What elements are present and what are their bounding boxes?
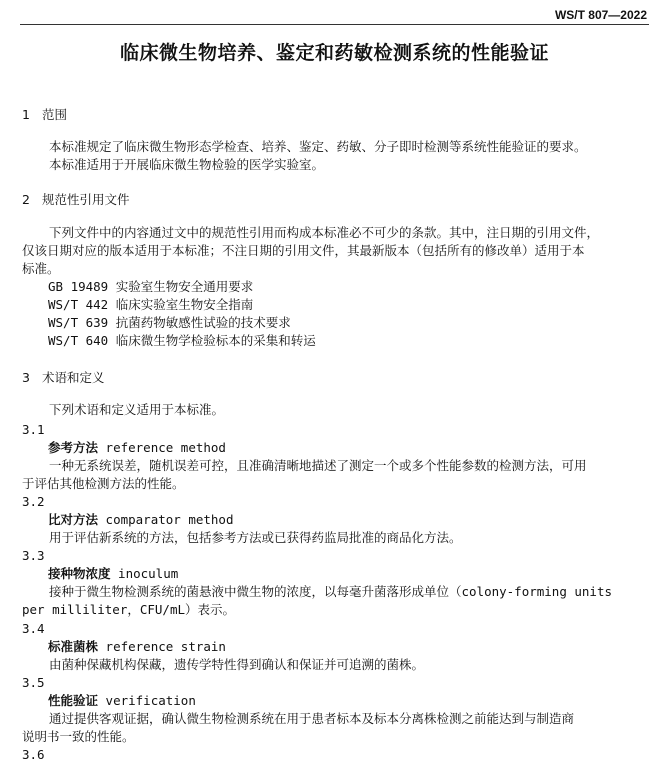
term-definition xyxy=(22,710,646,746)
term-number: 3.3 xyxy=(22,548,45,563)
text-line: 于评估其他检测方法的性能。 xyxy=(22,476,185,491)
term-zh: 接种物浓度 xyxy=(48,566,111,581)
section-number: 2 xyxy=(22,192,30,207)
text-line: 一种无系统误差，随机误差可控，且准确清晰地描述了测定一个或多个性能参数的检测方法，可用 xyxy=(49,458,587,473)
section-title: 范围 xyxy=(42,107,68,122)
term-definition xyxy=(22,583,646,619)
section-3-intro: 下列术语和定义适用于本标准。 xyxy=(49,402,225,417)
section-2-heading xyxy=(22,191,130,209)
section-title: 术语和定义 xyxy=(42,370,105,385)
section-1-paragraph: 本标准规定了临床微生物形态学检查、培养、鉴定、药敏、分子即时检测等系统性能验证的要求。 xyxy=(49,139,587,154)
reference-item: WS/T 442 临床实验室生物安全指南 xyxy=(48,297,254,312)
section-2-intro xyxy=(22,224,646,278)
term-definition xyxy=(22,529,646,547)
section-number: 1 xyxy=(22,107,30,122)
text-line: 通过提供客观证据，确认微生物检测系统在用于患者标本及标本分离株检测之前能达到与制造商 xyxy=(49,711,575,726)
term-zh: 标准菌株 xyxy=(48,639,99,654)
term-definition xyxy=(22,656,646,674)
term-heading xyxy=(48,511,233,529)
section-title: 规范性引用文件 xyxy=(42,192,130,207)
term-zh: 比对方法 xyxy=(48,512,99,527)
term-zh: 性能验证 xyxy=(48,693,99,708)
text-line: 接种于微生物检测系统的菌悬液中微生物的浓度，以每毫升菌落形成单位（colony-forming units xyxy=(49,584,613,599)
term-zh: 参考方法 xyxy=(48,440,99,455)
text-line: 用于评估新系统的方法，包括参考方法或已获得药监局批准的商品化方法。 xyxy=(49,530,462,545)
section-3-heading xyxy=(22,369,105,387)
term-en: reference strain xyxy=(105,639,226,654)
reference-item: WS/T 639 抗菌药物敏感性试验的技术要求 xyxy=(48,315,291,330)
reference-item: WS/T 640 临床微生物学检验标本的采集和转运 xyxy=(48,333,316,348)
text-line: 仅该日期对应的版本适用于本标准；不注日期的引用文件，其最新版本（包括所有的修改单）适用于本 xyxy=(22,243,585,258)
term-en: inoculum xyxy=(118,566,179,581)
reference-item: GB 19489 实验室生物安全通用要求 xyxy=(48,279,254,294)
term-definition xyxy=(22,457,646,493)
term-heading xyxy=(48,638,226,656)
document-number: WS/T 807—2022 xyxy=(554,8,647,22)
text-line: 下列文件中的内容通过文中的规范性引用而构成本标准必不可少的条款。其中，注日期的引用文件， xyxy=(49,225,600,240)
section-1-paragraph: 本标准适用于开展临床微生物检验的医学实验室。 xyxy=(49,157,325,172)
term-en: reference method xyxy=(105,440,226,455)
term-number: 3.5 xyxy=(22,675,45,690)
term-number: 3.4 xyxy=(22,621,45,636)
text-line: 说明书一致的性能。 xyxy=(22,729,135,744)
term-en: comparator method xyxy=(105,512,234,527)
term-en: verification xyxy=(105,693,196,708)
header-rule xyxy=(20,24,649,25)
section-number: 3 xyxy=(22,370,30,385)
text-line: 由菌种保藏机构保藏，遗传学特性得到确认和保证并可追溯的菌株。 xyxy=(49,657,425,672)
document-title: 临床微生物培养、鉴定和药敏检测系统的性能验证 xyxy=(119,42,549,64)
term-heading xyxy=(48,692,196,710)
term-number: 3.6 xyxy=(22,747,45,762)
term-heading xyxy=(48,565,178,583)
term-number: 3.1 xyxy=(22,422,45,437)
term-heading xyxy=(48,439,226,457)
section-1-heading xyxy=(22,106,67,124)
text-line: 标准。 xyxy=(22,261,60,276)
text-line: per milliliter，CFU/mL）表示。 xyxy=(22,602,236,617)
term-number: 3.2 xyxy=(22,494,45,509)
